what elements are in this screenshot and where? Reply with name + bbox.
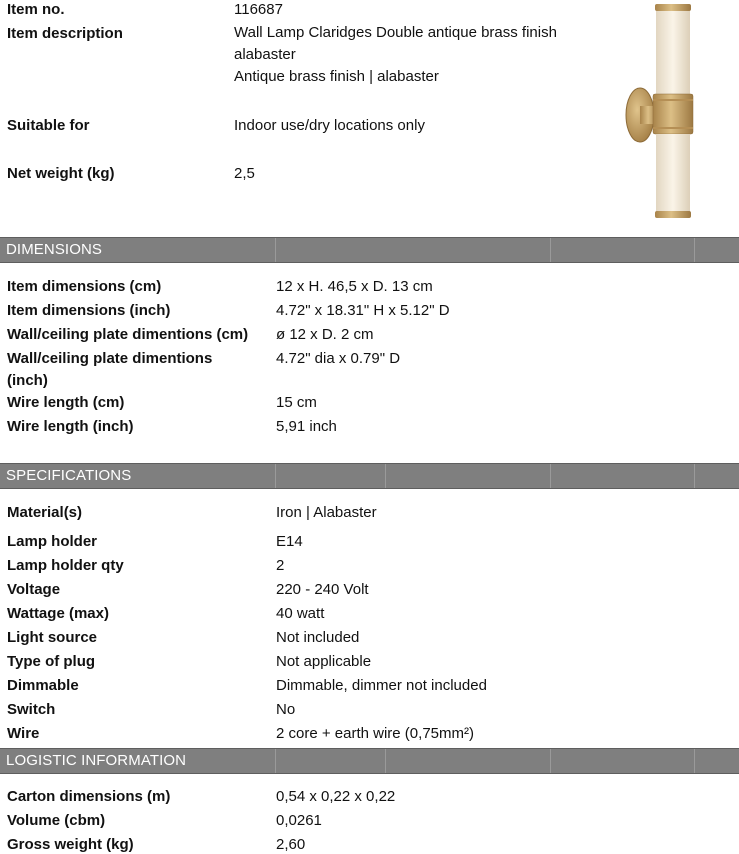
wire-length-cm-label: Wire length (cm) bbox=[7, 394, 125, 411]
lamp-holder-value: E14 bbox=[276, 533, 303, 550]
plate-dimensions-inch-value: 4.72" dia x 0.79" D bbox=[276, 350, 401, 367]
carton-dimensions-value: 0,54 x 0,22 x 0,22 bbox=[276, 788, 396, 805]
logistic-section-header bbox=[0, 748, 739, 774]
light-source-value: Not included bbox=[276, 629, 360, 646]
divider bbox=[550, 238, 551, 262]
item-description-line: Antique brass finish | alabaster bbox=[234, 68, 439, 85]
item-no-label: Item no. bbox=[7, 1, 65, 18]
gross-weight-value: 2,60 bbox=[276, 836, 306, 853]
divider bbox=[385, 464, 386, 488]
wattage-label: Wattage (max) bbox=[7, 605, 109, 622]
volume-label: Volume (cbm) bbox=[7, 812, 106, 829]
item-dimensions-inch-label: Item dimensions (inch) bbox=[7, 302, 171, 319]
voltage-value: 220 - 240 Volt bbox=[276, 581, 369, 598]
item-dimensions-cm-label: Item dimensions (cm) bbox=[7, 278, 162, 295]
materials-label: Material(s) bbox=[7, 504, 83, 521]
item-no-value: 116687 bbox=[234, 1, 283, 18]
divider bbox=[694, 464, 695, 488]
wattage-value: 40 watt bbox=[276, 605, 325, 622]
item-dimensions-cm-value: 12 x H. 46,5 x D. 13 cm bbox=[276, 278, 433, 295]
lamp-holder-qty-label: Lamp holder qty bbox=[7, 557, 124, 574]
net-weight-label: Net weight (kg) bbox=[7, 165, 115, 182]
wire-value: 2 core + earth wire (0,75mm²) bbox=[276, 725, 474, 742]
wire-length-cm-value: 15 cm bbox=[276, 394, 317, 411]
lamp-holder-label: Lamp holder bbox=[7, 533, 98, 550]
switch-label: Switch bbox=[7, 701, 56, 718]
divider bbox=[385, 749, 386, 773]
section-title: LOGISTIC INFORMATION bbox=[6, 752, 187, 769]
item-description-label: Item description bbox=[7, 25, 123, 42]
plate-dimensions-cm-value: ø 12 x D. 2 cm bbox=[276, 326, 374, 343]
volume-value: 0,0261 bbox=[276, 812, 322, 829]
suitable-for-label: Suitable for bbox=[7, 117, 90, 134]
divider bbox=[694, 238, 695, 262]
item-description-value bbox=[234, 22, 557, 88]
carton-dimensions-label: Carton dimensions (m) bbox=[7, 788, 171, 805]
net-weight-value: 2,5 bbox=[234, 165, 255, 182]
divider bbox=[550, 464, 551, 488]
voltage-label: Voltage bbox=[7, 581, 61, 598]
wall-lamp-icon bbox=[618, 2, 702, 220]
plate-dimensions-inch-label bbox=[7, 348, 212, 392]
lamp-holder-qty-value: 2 bbox=[276, 557, 285, 574]
label-line: Wall/ceiling plate dimentions bbox=[7, 350, 213, 367]
item-dimensions-inch-value: 4.72" x 18.31" H x 5.12" D bbox=[276, 302, 450, 319]
specifications-section-header bbox=[0, 463, 739, 489]
section-title: SPECIFICATIONS bbox=[6, 467, 132, 484]
switch-value: No bbox=[276, 701, 296, 718]
light-source-label: Light source bbox=[7, 629, 98, 646]
section-title: DIMENSIONS bbox=[6, 241, 103, 258]
divider bbox=[275, 464, 276, 488]
item-description-line: alabaster bbox=[234, 46, 296, 63]
divider bbox=[275, 238, 276, 262]
type-of-plug-value: Not applicable bbox=[276, 653, 372, 670]
label-line: (inch) bbox=[7, 372, 48, 389]
dimmable-label: Dimmable bbox=[7, 677, 79, 694]
dimensions-section-header bbox=[0, 237, 739, 263]
wire-label: Wire bbox=[7, 725, 40, 742]
plate-dimensions-cm-label: Wall/ceiling plate dimentions (cm) bbox=[7, 326, 249, 343]
suitable-for-value: Indoor use/dry locations only bbox=[234, 117, 425, 134]
dimmable-value: Dimmable, dimmer not included bbox=[276, 677, 487, 694]
divider bbox=[275, 749, 276, 773]
divider bbox=[550, 749, 551, 773]
item-description-line: Wall Lamp Claridges Double antique brass finish bbox=[234, 24, 557, 41]
wire-length-inch-label: Wire length (inch) bbox=[7, 418, 134, 435]
divider bbox=[694, 749, 695, 773]
materials-value: Iron | Alabaster bbox=[276, 504, 377, 521]
gross-weight-label: Gross weight (kg) bbox=[7, 836, 134, 853]
type-of-plug-label: Type of plug bbox=[7, 653, 96, 670]
wire-length-inch-value: 5,91 inch bbox=[276, 418, 337, 435]
